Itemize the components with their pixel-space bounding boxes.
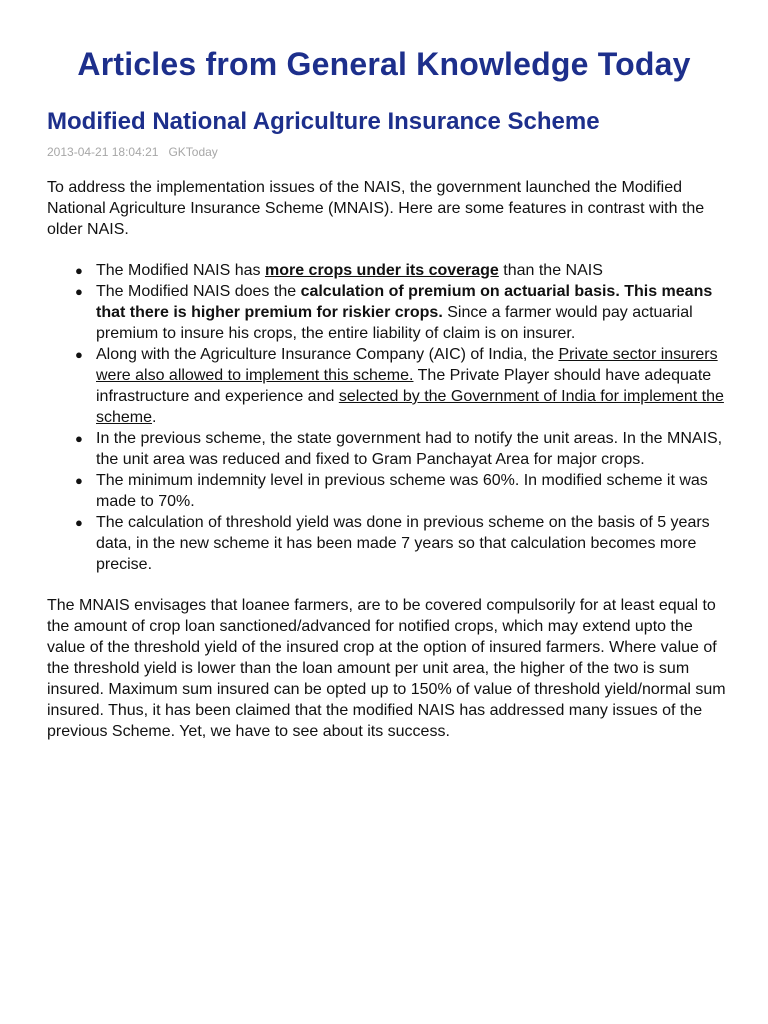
- article-body: [47, 177, 727, 742]
- list-item: [75, 512, 727, 575]
- list-item-text: The calculation of threshold yield was done in previous scheme on the basis of 5 years data, in the new scheme it has been made 7 years so that calculation becomes more precise.: [96, 514, 710, 573]
- list-item-text: .: [152, 409, 157, 426]
- article-title[interactable]: Modified National Agriculture Insurance Scheme: [47, 108, 600, 135]
- list-item-text: The minimum indemnity level in previous scheme was 60%. In modified scheme it was made to 70%.: [96, 472, 708, 510]
- bullet-icon: ●: [75, 431, 83, 446]
- underlined-text: Private sector insurers were also allowed to implement this scheme.: [96, 346, 718, 384]
- intro-paragraph: To address the implementation issues of the NAIS, the government launched the Modified National Agriculture Insurance Scheme (MNAIS). Here are some features in contrast with the older NAIS.: [47, 179, 705, 238]
- bullet-icon: ●: [75, 347, 83, 362]
- bullet-icon: ●: [75, 515, 83, 530]
- article-date: 2013-04-21 18:04:21: [47, 145, 159, 159]
- list-item-text: The Private Player should have adequate infrastructure and experience and: [96, 367, 712, 405]
- list-item: [75, 470, 727, 512]
- features-list: [47, 260, 727, 575]
- list-item-text: In the previous scheme, the state government had to notify the unit areas. In the MNAIS, the unit area was reduced and fixed to Gram Panchayat Area for major crops.: [96, 430, 723, 468]
- list-item-text: Since a farmer would pay actuarial premium to insure his crops, the entire liability of claim is on insurer.: [96, 304, 693, 342]
- emphasis-text: more crops under its coverage: [264, 262, 499, 279]
- article-author: GKToday: [168, 145, 218, 159]
- article-meta: [47, 145, 218, 159]
- list-item-text: The Modified NAIS does the: [96, 283, 301, 300]
- list-item-text: Along with the Agriculture Insurance Company (AIC) of India, the: [96, 346, 559, 363]
- list-item: [75, 428, 727, 470]
- list-item: [75, 344, 727, 428]
- list-item-text: The Modified NAIS has: [96, 262, 265, 279]
- emphasis-text: calculation of premium on actuarial basis. This means that there is higher premium for riskier crops.: [96, 283, 713, 321]
- site-title: Articles from General Knowledge Today: [77, 46, 691, 82]
- list-item: [75, 260, 727, 281]
- bullet-icon: ●: [75, 284, 83, 299]
- conclusion-paragraph: The MNAIS envisages that loanee farmers, are to be covered compulsorily for at least equal to the amount of crop loan sanctioned/advanced for notified crops, which may extend upto the value of the threshold yield of the insured crop at the option of insured farmers. Where value of the threshold yield is lower than the loan amount per unit area, the higher of the two is sum insured. Maximum sum insured can be opted up to 150% of value of threshold yield/normal sum insured. Thus, it has been claimed that the modified NAIS has addressed many issues of the previous Scheme. Yet, we have to see about its success.: [47, 597, 726, 740]
- list-item-text: than the NAIS: [498, 262, 603, 279]
- bullet-icon: ●: [75, 473, 83, 488]
- bullet-icon: ●: [75, 263, 83, 278]
- list-item: [75, 281, 727, 344]
- underlined-text: selected by the Government of India for implement the scheme: [96, 388, 724, 426]
